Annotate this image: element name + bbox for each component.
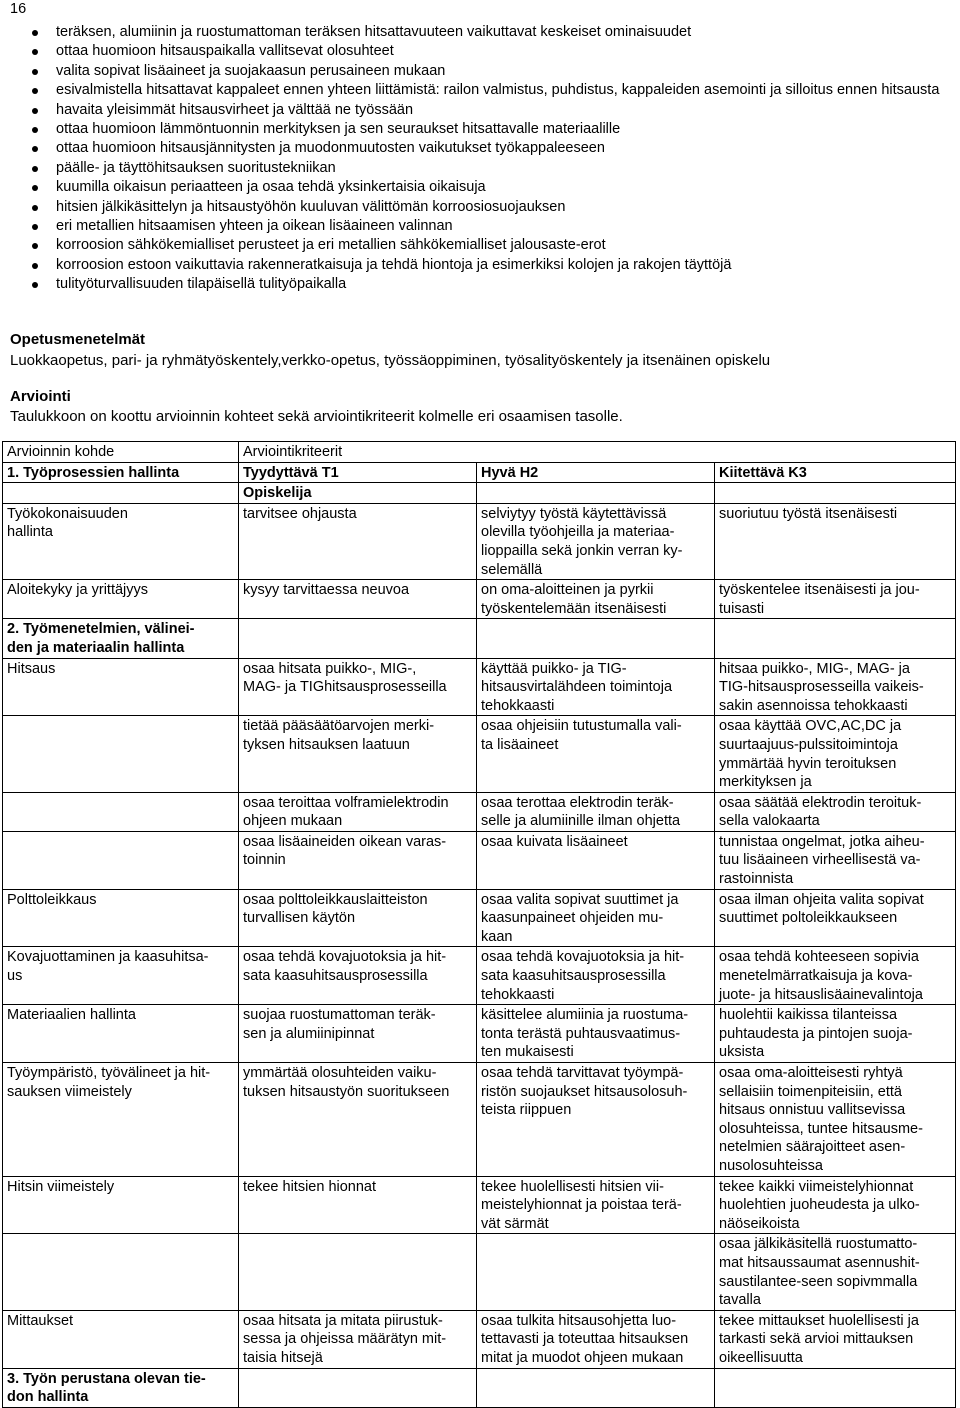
bullet-dot-icon: [32, 69, 38, 75]
cell-target: Työkokonaisuuden hallinta: [3, 503, 239, 579]
cell-t1: osaa tehdä kovajuotoksia ja hit- sata kaasuhitsausprosessilla: [239, 947, 477, 1005]
cell-h2: selviytyy työstä käytettävissä olevilla työohjeilla ja materiaa- lioppailla sekä jonkin verran ky- selemällä: [477, 503, 715, 579]
bullet-text: päälle- ja täyttöhitsauksen suoritustekniikan: [56, 159, 336, 176]
table-row: [3, 1176, 956, 1234]
empty-cell: [715, 619, 956, 658]
cell-target: [3, 1234, 239, 1310]
assessment-text: Taulukkoon on koottu arvioinnin kohteet sekä arviointikriteerit kolmelle eri osaamisen tasolle.: [10, 408, 623, 425]
student-label: Opiskelija: [239, 483, 477, 504]
cell-t1: [239, 1234, 477, 1310]
cell-k3: tekee kaikki viimeistelyhionnat huolehtien juoheudesta ja ulko- näöseikoista: [715, 1176, 956, 1234]
bullet-dot-icon: [32, 205, 38, 211]
bullet-dot-icon: [32, 127, 38, 133]
bullet-item: [32, 101, 952, 120]
cell-k3: työskentelee itsenäisesti ja jou- tuisasti: [715, 580, 956, 619]
assessment-heading: Arviointi: [10, 388, 71, 405]
cell-target: Polttoleikkaus: [3, 889, 239, 947]
cell-target: [3, 831, 239, 889]
cell-target: [3, 792, 239, 831]
level-k3: Kiitettävä K3: [715, 462, 956, 483]
bullet-item: [32, 236, 952, 255]
section1-title: 1. Työprosessien hallinta: [3, 462, 239, 483]
bullet-text: esivalmistella hitsattavat kappaleet ennen yhteen liittämistä: railon valmistus, puhdistus, kappaleiden asemointi ja silloitus ennen hitsausta: [56, 82, 940, 99]
table-row: [3, 1063, 956, 1177]
cell-h2: osaa tehdä tarvittavat työympä- ristön suojaukset hitsausolosuh- teista riippuen: [477, 1063, 715, 1177]
bullet-dot-icon: [32, 146, 38, 152]
methods-text: Luokkaopetus, pari- ja ryhmätyöskentely,verkko-opetus, työssäoppiminen, työsalityöskentely ja itsenäinen opiskelu: [10, 352, 771, 369]
bullet-dot-icon: [32, 185, 38, 191]
cell-t1: kysyy tarvittaessa neuvoa: [239, 580, 477, 619]
bullet-item: [32, 256, 952, 275]
bullet-item: [32, 159, 952, 178]
empty-cell: [239, 619, 477, 658]
level-t1: Tyydyttävä T1: [239, 462, 477, 483]
cell-k3: suoriutuu työstä itsenäisesti: [715, 503, 956, 579]
bullet-dot-icon: [32, 263, 38, 269]
bullet-item: [32, 42, 952, 61]
cell-h2: osaa tulkita hitsausohjetta luo- tettavasti ja toteuttaa hitsauksen mitat ja muodot ohjeen mukaan: [477, 1310, 715, 1368]
bullet-text: hitsien jälkikäsittelyn ja hitsaustyöhön kuuluvan välittömän korroosiosuojauksen: [56, 198, 566, 215]
bullet-text: valita sopivat lisäaineet ja suojakaasun perusaineen mukaan: [56, 62, 446, 79]
bullet-text: ottaa huomioon hitsausjännitysten ja muodonmuutosten vaikutukset työkappaleeseen: [56, 140, 605, 157]
cell-target: Aloitekyky ja yrittäjyys: [3, 580, 239, 619]
cell-h2: osaa valita sopivat suuttimet ja kaasunpaineet ohjeiden mu- kaan: [477, 889, 715, 947]
cell-k3: tekee mittaukset huolellisesti ja tarkasti sekä arvioi mittauksen oikeellisuutta: [715, 1310, 956, 1368]
bullet-text: korroosion estoon vaikuttavia rakenneratkaisuja ja tehdä hiontoja ja esimerkiksi kolojen ja rakojen täyttöjä: [56, 256, 732, 273]
cell-target: Työympäristö, työvälineet ja hit- sauksen viimeistely: [3, 1063, 239, 1177]
bullet-text: kuumilla oikaisun periaatteen ja osaa tehdä yksinkertaisia oikaisuja: [56, 179, 486, 196]
empty-cell: [239, 1368, 477, 1407]
table-row: [3, 503, 956, 579]
bullet-item: [32, 198, 952, 217]
bullet-list: [32, 23, 952, 295]
bullet-text: teräksen, alumiinin ja ruostumattoman teräksen hitsattavuuteen vaikuttavat keskeiset ominaisuudet: [56, 24, 692, 40]
bullet-item: [32, 62, 952, 81]
cell-h2: on oma-aloitteinen ja pyrkii työskentelemään itsenäisesti: [477, 580, 715, 619]
bullet-item: [32, 81, 952, 100]
table-row: [3, 1310, 956, 1368]
bullet-dot-icon: [32, 88, 38, 94]
cell-h2: osaa ohjeisiin tutustumalla vali- ta lisäaineet: [477, 716, 715, 792]
cell-k3: huolehtii kaikissa tilanteissa puhtaudesta ja pintojen suoja- uksista: [715, 1005, 956, 1063]
bullet-text: eri metallien hitsaamisen yhteen ja oikean lisäaineen valinnan: [56, 218, 453, 235]
bullet-item: [32, 217, 952, 236]
criteria-table: [2, 441, 956, 1408]
cell-k3: osaa säätää elektrodin teroituk- sella valokaarta: [715, 792, 956, 831]
cell-t1: suojaa ruostumattoman teräk- sen ja alumiinipinnat: [239, 1005, 477, 1063]
cell-t1: ymmärtää olosuhteiden vaiku- tuksen hitsaustyön suoritukseen: [239, 1063, 477, 1177]
section1-row: [3, 462, 956, 483]
cell-k3: osaa ilman ohjeita valita sopivat suuttimet poltoleikkaukseen: [715, 889, 956, 947]
cell-t1: tarvitsee ohjausta: [239, 503, 477, 579]
cell-h2: [477, 1234, 715, 1310]
bullet-dot-icon: [32, 243, 38, 249]
bullet-dot-icon: [32, 49, 38, 55]
bullet-text: korroosion sähkökemialliset perusteet ja eri metallien sähkökemialliset jalousaste-erot: [56, 237, 606, 254]
table-row: [3, 580, 956, 619]
bullet-dot-icon: [32, 30, 38, 36]
table-row: [3, 1005, 956, 1063]
student-empty-cell: [715, 483, 956, 504]
cell-t1: osaa lisäaineiden oikean varas- toinnin: [239, 831, 477, 889]
cell-t1: osaa polttoleikkauslaitteiston turvallisen käytön: [239, 889, 477, 947]
bullet-text: ottaa huomioon hitsauspaikalla vallitsevat olosuhteet: [56, 43, 394, 60]
section2-title: 2. Työmenetelmien, välinei- den ja materiaalin hallinta: [3, 619, 239, 658]
cell-k3: tunnistaa ongelmat, jotka aiheu- tuu lisäaineen virheellisestä va- rastoinnista: [715, 831, 956, 889]
header-criteria: Arviointikriteerit: [239, 442, 956, 463]
bullet-text: havaita yleisimmät hitsausvirheet ja välttää ne työssään: [56, 101, 414, 118]
level-h2: Hyvä H2: [477, 462, 715, 483]
table-row: [3, 831, 956, 889]
bullet-item: [32, 23, 952, 42]
cell-k3: osaa käyttää OVC,AC,DC ja suurtaajuus-pulssitoimintoja ymmärtää hyvin teroituksen merkityksen ja: [715, 716, 956, 792]
cell-h2: osaa kuivata lisäaineet: [477, 831, 715, 889]
header-target: Arvioinnin kohde: [3, 442, 239, 463]
cell-t1: tietää pääsäätöarvojen merki- tyksen hitsauksen laatuun: [239, 716, 477, 792]
empty-cell: [715, 1368, 956, 1407]
cell-target: Materiaalien hallinta: [3, 1005, 239, 1063]
empty-cell: [477, 1368, 715, 1407]
table-row: [3, 792, 956, 831]
bullet-text: ottaa huomioon lämmöntuonnin merkityksen ja sen seuraukset hitsattavalle materiaalille: [56, 121, 621, 138]
cell-h2: käsittelee alumiinia ja ruostuma- tonta terästä puhtausvaatimus- ten mukaisesti: [477, 1005, 715, 1063]
cell-h2: osaa tehdä kovajuotoksia ja hit- sata kaasuhitsausprosessilla tehokkaasti: [477, 947, 715, 1005]
bullet-item: [32, 178, 952, 197]
cell-h2: käyttää puikko- ja TIG- hitsausvirtalähdeen toimintoja tehokkaasti: [477, 658, 715, 716]
page-number: 16: [10, 1, 27, 17]
bullet-dot-icon: [32, 224, 38, 230]
cell-k3: hitsaa puikko-, MIG-, MAG- ja TIG-hitsausprosesseilla vaikeis- sakin asennoissa tehokkaasti: [715, 658, 956, 716]
cell-target: [3, 716, 239, 792]
section2-row: [3, 619, 956, 658]
table-row: [3, 716, 956, 792]
cell-t1: osaa teroittaa volframielektrodin ohjeen mukaan: [239, 792, 477, 831]
cell-k3: osaa tehdä kohteeseen sopivia menetelmärratkaisuja ja kova- juote- ja hitsauslisäainevalintoja: [715, 947, 956, 1005]
cell-target: Mittaukset: [3, 1310, 239, 1368]
bullet-item: [32, 120, 952, 139]
table-row: [3, 1234, 956, 1310]
student-row: [3, 483, 956, 504]
bullet-text: tulityöturvallisuuden tilapäisellä tulityöpaikalla: [56, 276, 347, 293]
table-header-row: [3, 442, 956, 463]
cell-target: Hitsin viimeistely: [3, 1176, 239, 1234]
cell-h2: tekee huolellisesti hitsien vii- meistelyhionnat ja poistaa terä- vät särmät: [477, 1176, 715, 1234]
cell-t1: tekee hitsien hionnat: [239, 1176, 477, 1234]
section3-title: 3. Työn perustana olevan tie- don hallinta: [3, 1368, 239, 1407]
bullet-item: [32, 275, 952, 294]
empty-cell: [477, 619, 715, 658]
bullet-item: [32, 139, 952, 158]
table-row: [3, 947, 956, 1005]
bullet-dot-icon: [32, 108, 38, 114]
student-empty-cell: [477, 483, 715, 504]
methods-heading: Opetusmenetelmät: [10, 331, 146, 348]
table-row: [3, 658, 956, 716]
cell-t1: osaa hitsata puikko-, MIG-, MAG- ja TIGhitsausprosesseilla: [239, 658, 477, 716]
cell-h2: osaa terottaa elektrodin teräk- selle ja alumiinille ilman ohjetta: [477, 792, 715, 831]
section3-row: [3, 1368, 956, 1407]
cell-t1: osaa hitsata ja mitata piirustuk- sessa ja ohjeissa määrätyn mit- taisia hitsejä: [239, 1310, 477, 1368]
cell-k3: osaa oma-aloitteisesti ryhtyä sellaisiin toimenpiteisiin, että hitsaus onnistuu vallitsevissa olosuhteissa, tuntee hitsausme- netelmien säärajoitteet asen- nusolosuhteissa: [715, 1063, 956, 1177]
cell-target: Hitsaus: [3, 658, 239, 716]
bullet-dot-icon: [32, 282, 38, 288]
cell-target: Kovajuottaminen ja kaasuhitsa- us: [3, 947, 239, 1005]
student-empty-cell: [3, 483, 239, 504]
table-row: [3, 889, 956, 947]
cell-k3: osaa jälkikäsitellä ruostumatto- mat hitsaussaumat asennushit- saustilantee-seen sopivmmalla tavalla: [715, 1234, 956, 1310]
bullet-dot-icon: [32, 166, 38, 172]
